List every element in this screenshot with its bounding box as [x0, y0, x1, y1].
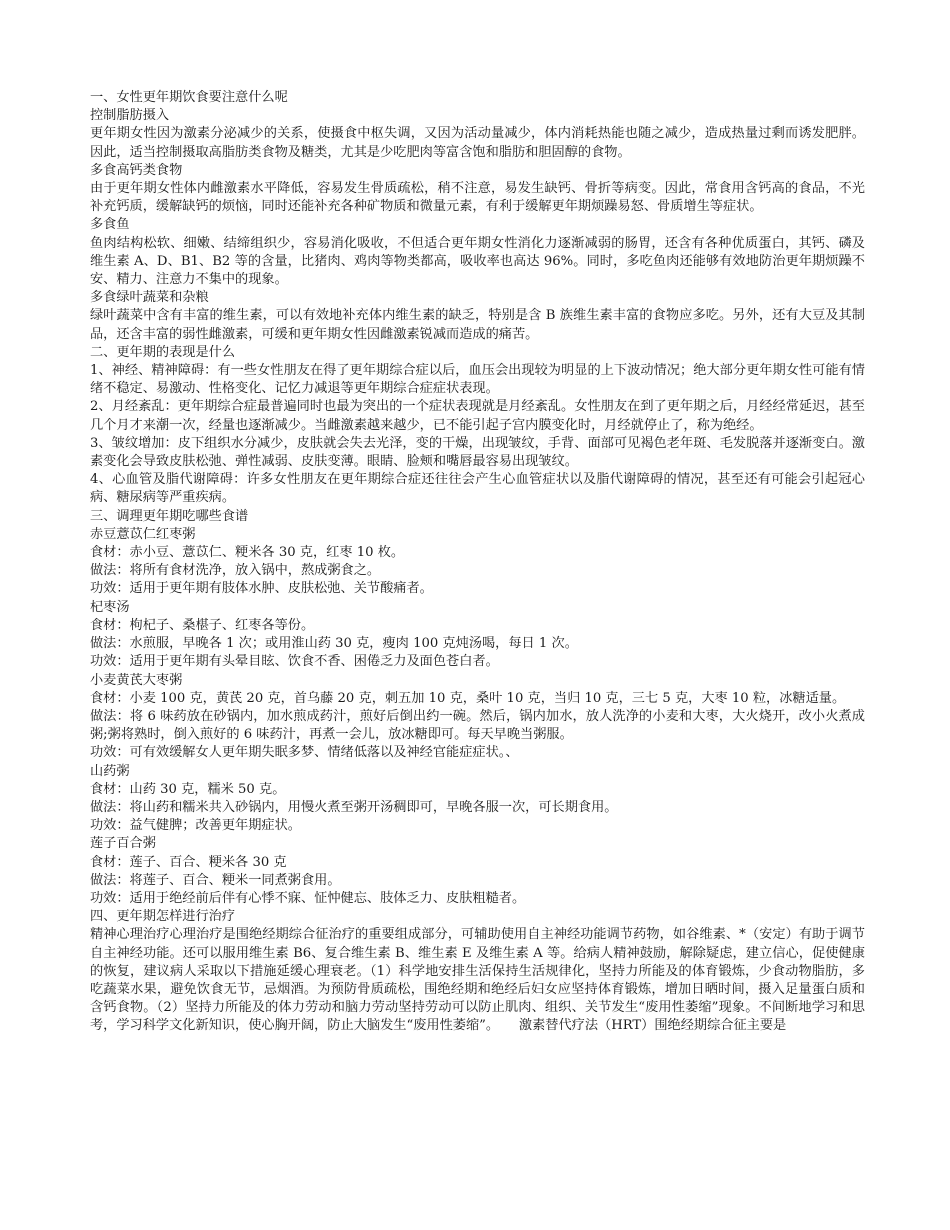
paragraph: 功效：适用于更年期有头晕目眩、饮食不香、困倦乏力及面色苍白者。 — [90, 654, 499, 670]
section-heading: 杞枣汤 — [90, 599, 130, 615]
paragraph: 鱼肉结构松软、细嫩、结缔组织少，容易消化吸收，不但适合更年期女性消化力逐渐减弱的肠胃，还含有各种优质蛋白，其钙、磷及维生素 A、D、B1、B2 等的含量，比猪肉、鸡肉等物类都高，吸收率也高达 96%。同时，多吃鱼肉还能够有效地防治更年期烦躁不安、精力、注意力不集中的现象。 — [90, 235, 865, 288]
paragraph: 绿叶蔬菜中含有丰富的维生素，可以有效地补充体内维生素的缺乏，特别是含 B 族维生素丰富的食物应多吃。另外，还有大豆及其制品，还含丰富的弱性雌激素，可缓和更年期女性因雌激素锐减而造成的痛苦。 — [90, 308, 865, 342]
paragraph: 功效：适用于绝经前后伴有心悸不寐、怔忡健忘、肢体乏力、皮肤粗糙者。 — [90, 890, 526, 906]
section-heading: 多食绿叶蔬菜和杂粮 — [90, 290, 209, 306]
paragraph: 食材：枸杞子、桑椹子、红枣各等份。 — [90, 617, 315, 633]
paragraph: 食材：赤小豆、薏苡仁、粳米各 30 克，红枣 10 枚。 — [90, 545, 405, 561]
paragraph: 更年期女性因为激素分泌减少的关系，使摄食中枢失调，又因为活动量减少，体内消耗热能也随之减少，造成热量过剩而诱发肥胖。因此，适当控制摄取高脂肪类食物及糖类，尤其是少吃肥肉等富含饱和脂肪和胆固醇的食物。 — [90, 126, 865, 160]
paragraph: 精神心理治疗心理治疗是围绝经期综合征治疗的重要组成部分，可辅助使用自主神经功能调节药物，如谷维素、*（安定）有助于调节自主神经功能。还可以服用维生素 B6、复合维生素 B、维生素 E 及维生素 A 等。给病人精神鼓励，解除疑虑，建立信心，促使健康的恢复，建议病人采取以下措施延缓心理衰老。（1）科学地安排生活保持生活规律化，坚持力所能及的体育锻炼，少食动物脂肪，多吃蔬菜水果，避免饮食无节，忌烟酒。为预防骨质疏松，围绝经期和绝经后妇女应坚持体育锻炼，增加日晒时间，摄入足量蛋白质和含钙食物。（2）坚持力所能及的体力劳动和脑力劳动坚持劳动可以防止肌肉、组织、关节发生“废用性萎缩”现象。不间断地学习和思考，学习科学文化新知识，使心胸开阔，防止大脑发生“废用性萎缩”。 激素替代疗法（HRT）围绝经期综合征主要是 — [90, 927, 865, 1034]
paragraph: 功效：适用于更年期有肢体水肿、皮肤松弛、关节酸痛者。 — [90, 581, 433, 597]
section-heading: 赤豆薏苡仁红枣粥 — [90, 526, 196, 542]
paragraph: 做法：将 6 味药放在砂锅内，加水煎成药汁，煎好后倒出约一碗。然后，锅内加水，放人洗净的小麦和大枣，大火烧开，改小火煮成粥;粥将熟时，倒入煎好的 6 味药汁，再煮一会儿，放冰糖即可。每天早晚当粥服。 — [90, 708, 865, 743]
paragraph: 做法：将所有食材洗净，放入锅中，熬成粥食之。 — [90, 563, 381, 579]
paragraph: 做法：将山药和糯米共入砂锅内，用慢火煮至粥开汤稠即可，早晚各服一次，可长期食用。 — [90, 799, 618, 815]
section-heading: 三、调理更年期吃哪些食谱 — [90, 508, 249, 524]
paragraph: 3、皱纹增加：皮下组织水分减少，皮肤就会失去光泽，变的干燥，出现皱纹，手背、面部可见褐色老年斑、毛发脱落并逐渐变白。激素变化会导致皮肤松弛、弹性减弱、皮肤变薄。眼睛、脸颊和嘴唇最容易出现皱纹。 — [90, 435, 865, 470]
paragraph: 1、神经、精神障碍：有一些女性朋友在得了更年期综合症以后，血压会出现较为明显的上下波动情况；绝大部分更年期女性可能有情绪不稳定、易激动、性格变化、记忆力减退等更年期综合症症状表现。 — [90, 363, 865, 397]
section-heading: 多食高钙类食物 — [90, 162, 183, 178]
paragraph: 食材：莲子、百合、粳米各 30 克 — [90, 854, 287, 870]
section-heading: 控制脂肪摄入 — [90, 108, 170, 124]
paragraph: 食材：小麦 100 克，黄芪 20 克，首乌藤 20 克，刺五加 10 克，桑叶 10 克，当归 10 克，三七 5 克，大枣 10 粒，冰糖适量。 — [90, 690, 846, 706]
section-heading: 莲子百合粥 — [90, 836, 156, 852]
paragraph: 4、心血管及脂代谢障碍：许多女性朋友在更年期综合症还往往会产生心血管症状以及脂代谢障碍的情况，甚至还有可能会引起冠心病、糖尿病等严重疾病。 — [90, 472, 865, 506]
paragraph: 功效：可有效缓解女人更年期失眠多梦、情绪低落以及神经官能症症状。、 — [90, 745, 519, 761]
paragraph: 做法：水煎服，早晚各 1 次；或用淮山药 30 克，瘦肉 100 克炖汤喝，每日 1 次。 — [90, 636, 578, 652]
document-body — [90, 89, 865, 1036]
section-heading: 山药粥 — [90, 763, 130, 779]
paragraph: 做法：将莲子、百合、粳米一同煮粥食用。 — [90, 872, 341, 888]
paragraph: 功效：益气健脾；改善更年期症状。 — [90, 818, 301, 834]
section-heading: 四、更年期怎样进行治疗 — [90, 909, 236, 925]
section-heading: 多食鱼 — [90, 217, 130, 233]
paragraph: 2、月经紊乱：更年期综合症最普遍同时也最为突出的一个症状表现就是月经紊乱。女性朋友在到了更年期之后，月经经常延迟，甚至几个月才来潮一次，经量也逐渐减少。当雌激素越来越少，已不能引起子宫内膜变化时，月经就停止了，称为绝经。 — [90, 399, 865, 433]
paragraph: 食材：山药 30 克，糯米 50 克。 — [90, 781, 286, 797]
section-heading: 一、女性更年期饮食要注意什么呢 — [90, 90, 288, 105]
paragraph: 由于更年期女性体内雌激素水平降低，容易发生骨质疏松，稍不注意，易发生缺钙、骨折等病变。因此，常食用含钙高的食品，不光补充钙质，缓解缺钙的烦恼，同时还能补充各种矿物质和微量元素，有利于缓解更年期烦躁易怒、骨质增生等症状。 — [90, 181, 865, 215]
section-heading: 二、更年期的表现是什么 — [90, 344, 236, 360]
section-heading: 小麦黄芪大枣粥 — [90, 672, 183, 688]
